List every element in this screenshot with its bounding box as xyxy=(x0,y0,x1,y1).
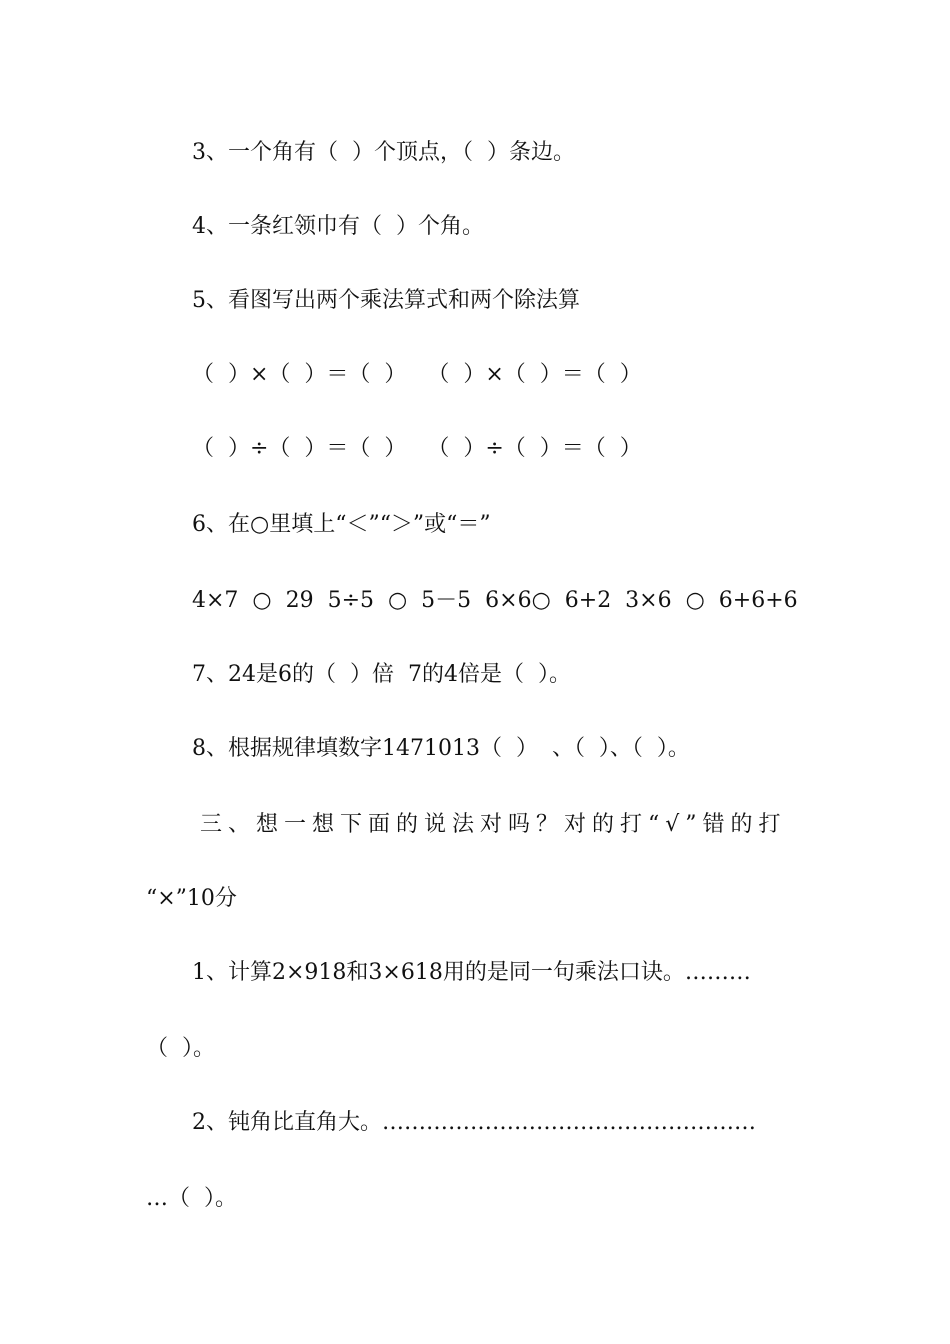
multiplication-blanks: （ ）×（ ）＝（ ） （ ）×（ ）＝（ ） xyxy=(192,362,642,387)
judgment-2-answer: …（ ）。 xyxy=(146,1186,237,1211)
judgment-2: 2、钝角比直角大。…………………………………………… xyxy=(192,1110,756,1135)
section-3-heading: 三、想一想下面的说法对吗？对的打“√”错的打 xyxy=(200,812,787,837)
question-3: 3、一个角有（ ）个顶点，（ ）条边。 xyxy=(192,140,575,165)
question-4: 4、一条红领巾有（ ）个角。 xyxy=(192,214,484,239)
comparison-items: 4×7 ○ 29 5÷5 ○ 5－5 6×6○ 6+2 3×6 ○ 6+6+6 xyxy=(192,588,798,613)
section-3-heading-continued: “×”10分 xyxy=(146,886,237,911)
judgment-1: 1、计算2×918和3×618用的是同一句乘法口诀。……… xyxy=(192,960,751,985)
question-6: 6、在○里填上“＜”“＞”或“＝” xyxy=(192,512,491,537)
division-blanks: （ ）÷（ ）＝（ ） （ ）÷（ ）＝（ ） xyxy=(192,436,642,461)
question-8: 8、根据规律填数字1471013（ ） 、（ ）、（ ）。 xyxy=(192,736,690,761)
question-7: 7、24是6的（ ）倍 7的4倍是（ ）。 xyxy=(192,662,571,687)
question-5: 5、看图写出两个乘法算式和两个除法算 xyxy=(192,288,580,313)
judgment-1-answer: （ ）。 xyxy=(146,1036,215,1061)
